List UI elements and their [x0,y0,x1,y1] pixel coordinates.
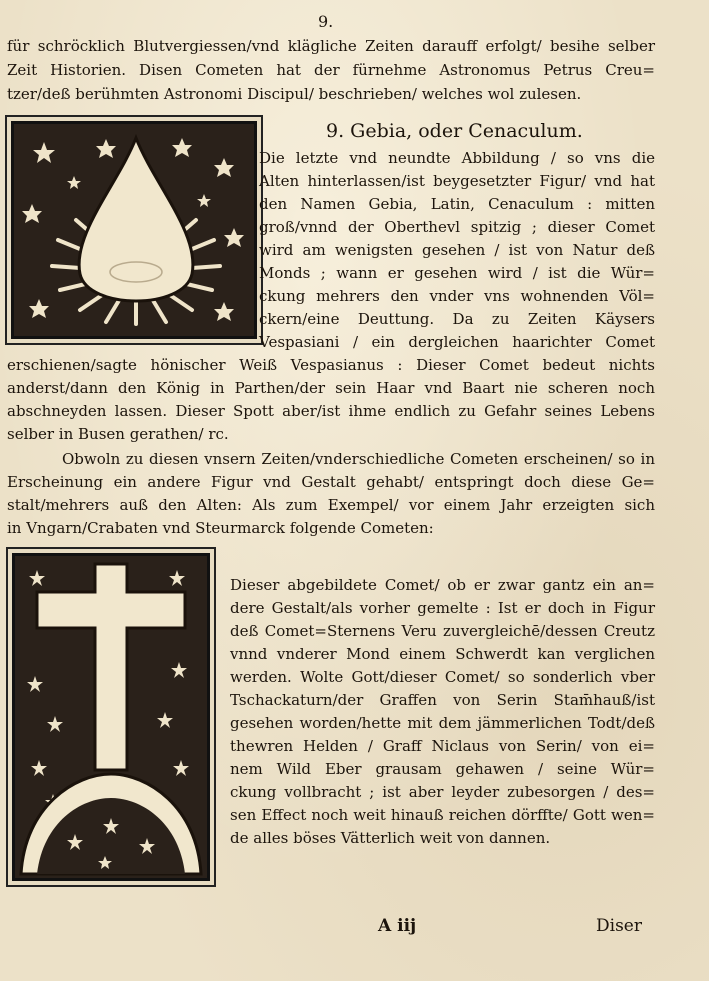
text-line: deß Comet=Sternens Veru zuvergleichē/dessen Creutz [230,622,655,640]
text-line: Alten hinterlassen/ist beygesetzter Figur/ vnd hat [259,172,655,190]
text-line: ckern/eine Deuttung. Da zu Zeiten Käysers [259,310,655,328]
catchword: Diser [596,916,642,936]
text-line: sen Effect noch weit hinauß reichen dörffte/ Gott wen= [230,806,655,824]
section-heading: 9. Gebia, oder Cenaculum. [326,120,583,142]
text-line: den Namen Gebia, Latin, Cenaculum : mitten [259,195,655,213]
page-number: 9. [318,12,334,31]
text-line: Zeit Historien. Disen Cometen hat der fürnehme Astronomus Petrus Creu= [7,61,655,79]
text-line: Vespasiani / ein dergleichen haarichter Comet [259,333,655,351]
text-line: tzer/deß berühmten Astronomi Discipul/ beschrieben/ welches wol zulesen. [7,85,582,103]
text-line: erschienen/sagte hönischer Weiß Vespasianus : Dieser Comet bedeut nichts [7,356,655,374]
cross-comet-icon [15,556,207,878]
text-line: in Vngarn/Crabaten vnd Steurmarck folgende Cometen: [7,519,434,537]
text-line: abschneyden lassen. Dieser Spott aber/ist ihme endlich zu Gefahr seines Lebens [7,402,655,420]
text-line: Die letzte vnd neundte Abbildung / so vns die [259,149,655,167]
text-line: Dieser abgebildete Comet/ ob er zwar gantz ein an= [230,576,655,594]
text-line: Monds ; wann er gesehen wird / ist die Wür= [259,264,655,282]
signature-mark: A iij [378,916,417,936]
text-line: Obwoln zu diesen vnsern Zeiten/vnderschiedliche Cometen erscheinen/ so in [62,450,655,468]
text-line: vnnd vnderer Mond einem Schwerdt kan verglichen [230,645,655,663]
cross-comet-woodcut [12,553,210,881]
text-line: ckung mehrers den vnder vns wohnenden Völ= [259,287,655,305]
teardrop-comet-icon [14,124,254,336]
text-line: Erscheinung ein andere Figur vnd Gestalt gehabt/ entspringt doch diese Ge= [7,473,655,491]
text-line: wird am wenigsten gesehen / ist von Natur deß [259,241,655,259]
text-line: werden. Wolte Gott/dieser Comet/ so sonderlich vber [230,668,655,686]
text-line: thewren Helden / Graff Niclaus von Serin/ von ei= [230,737,655,755]
text-line: de alles böses Vätterlich weit von dannen. [230,829,551,847]
text-line: für schröcklich Blutvergiessen/vnd klägliche Zeiten darauff erfolgt/ besihe selber [7,37,655,55]
text-line: groß/vnnd der Oberthevl spitzig ; dieser Comet [259,218,655,236]
text-line: anderst/dann den König in Parthen/der sein Haar vnd Baart nie scheren noch [7,379,655,397]
gebia-comet-woodcut [11,121,257,339]
text-line: stalt/mehrers auß den Alten: Als zum Exempel/ vor einem Jahr erzeigten sich [7,496,655,514]
text-line: dere Gestalt/als vorher gemelte : Ist er doch in Figur [230,599,655,617]
text-line: ckung vollbracht ; ist aber leyder zubesorgen / des= [230,783,655,801]
text-line: nem Wild Eber grausam gehawen / seine Wür= [230,760,655,778]
text-line: gesehen worden/hette mit dem jämmerlichen Todt/deß [230,714,655,732]
text-line: selber in Busen gerathen/ rc. [7,425,229,443]
text-line: Tschackaturn/der Graffen von Serin Stam̄hauß/ist [230,691,655,709]
